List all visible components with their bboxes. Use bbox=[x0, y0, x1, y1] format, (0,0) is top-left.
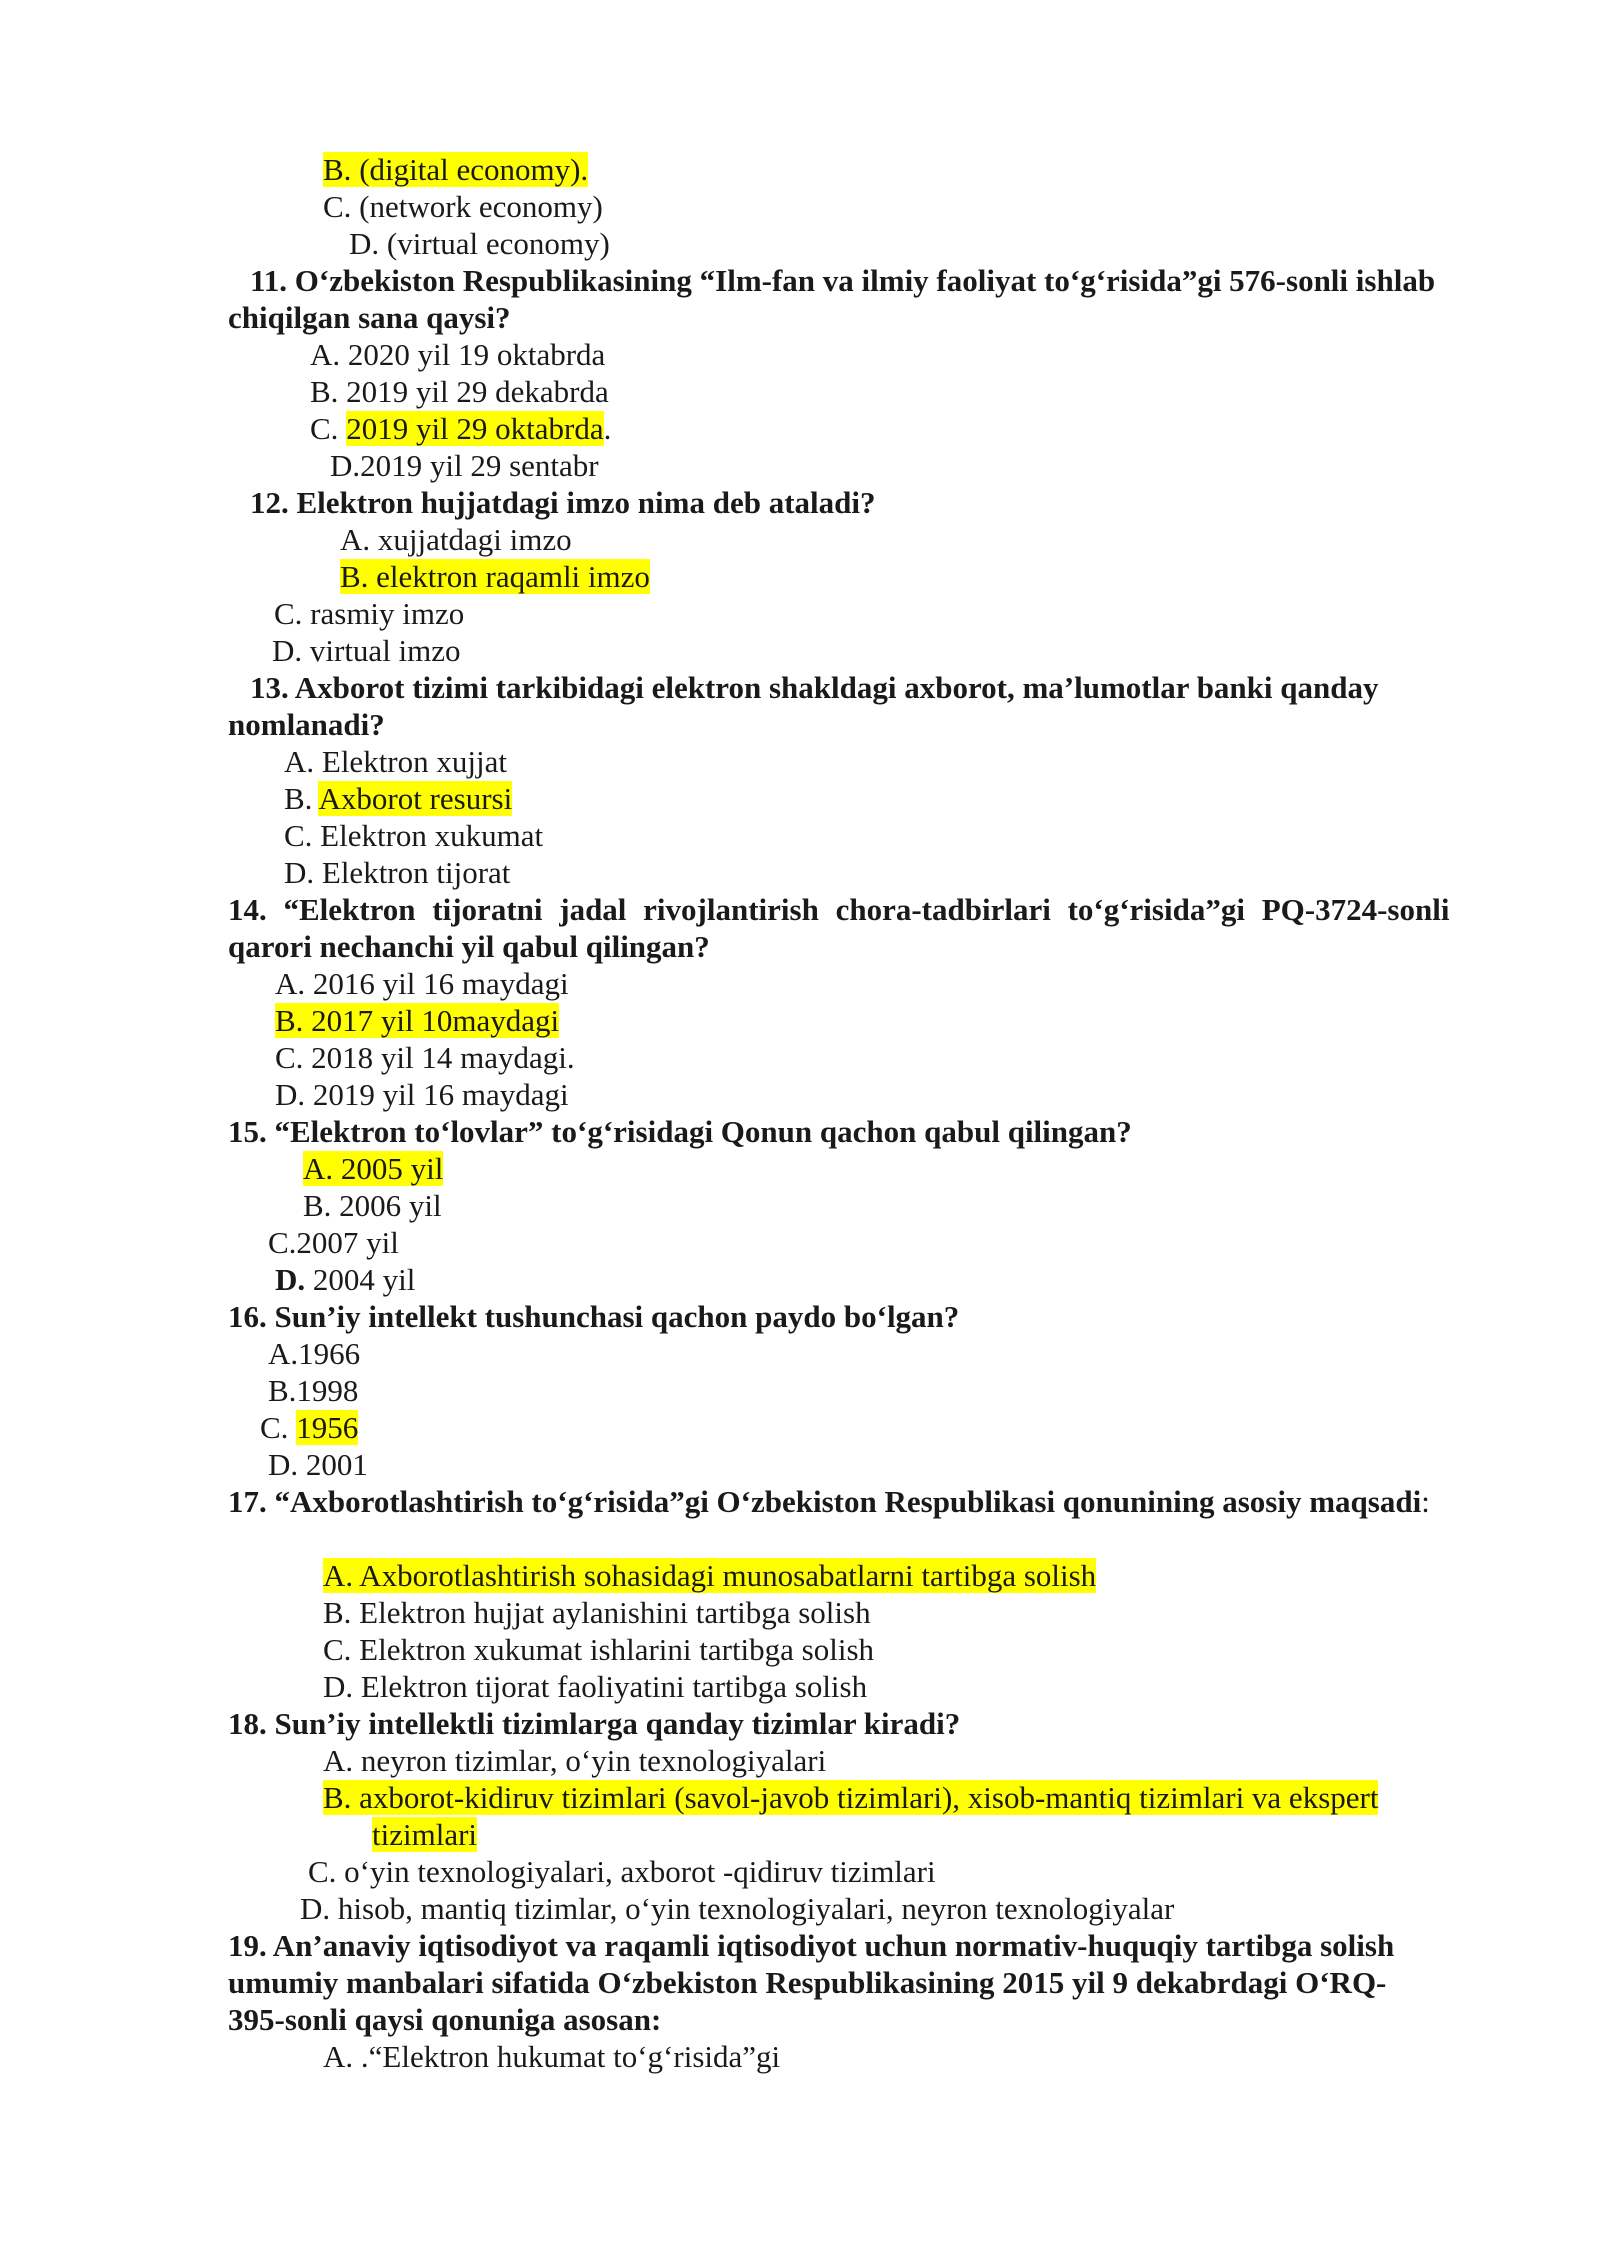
q15-option-a bbox=[303, 1150, 443, 1188]
q18-option-b-cont bbox=[372, 1816, 477, 1854]
q18-option-c: C. o‘yin texnologiyalari, axborot -qidiruv tizimlari bbox=[308, 1854, 936, 1889]
highlight: Axborot resursi bbox=[318, 781, 513, 816]
q14-option-b bbox=[275, 1002, 559, 1040]
question-12: 12. Elektron hujjatdagi imzo nima deb ataladi? bbox=[250, 485, 876, 520]
q15-option-b: B. 2006 yil bbox=[303, 1188, 442, 1223]
question-18: 18. Sun’iy intellektli tizimlarga qanday tizimlar kiradi? bbox=[228, 1706, 961, 1741]
q18-option-a: A. neyron tizimlar, o‘yin texnologiyalari bbox=[323, 1743, 827, 1778]
q15-option-c: C.2007 yil bbox=[268, 1225, 399, 1260]
q12-option-b bbox=[340, 558, 650, 596]
q14-option-c: C. 2018 yil 14 maydagi. bbox=[275, 1040, 575, 1075]
q16-option-b: B.1998 bbox=[268, 1373, 359, 1408]
q17-option-d: D. Elektron tijorat faoliyatini tartibga solish bbox=[323, 1669, 868, 1704]
q13-option-a: A. Elektron xujjat bbox=[284, 744, 507, 779]
q13-option-b: B. Axborot resursi bbox=[284, 781, 513, 816]
q16-option-a: A.1966 bbox=[268, 1336, 361, 1371]
question-19: 19. An’anaviy iqtisodiyot va raqamli iqtisodiyot uchun normativ-huquqiy tartibga solish bbox=[228, 1928, 1395, 1963]
highlight: B. axborot-kidiruv tizimlari (savol-javob tizimlari), xisob-mantiq tizimlari va ekspert bbox=[323, 1780, 1379, 1815]
question-16: 16. Sun’iy intellekt tushunchasi qachon paydo bo‘lgan? bbox=[228, 1299, 960, 1334]
q10-option-c: C. (network economy) bbox=[323, 189, 603, 224]
question-11: 11. O‘zbekiston Respublikasining “Ilm-fan va ilmiy faoliyat to‘g‘risida”gi 576-sonli ishlab bbox=[250, 263, 1436, 298]
q16-option-c: C. 1956 bbox=[260, 1410, 359, 1445]
question-15: 15. “Elektron to‘lovlar” to‘g‘risidagi Qonun qachon qabul qilingan? bbox=[228, 1114, 1132, 1149]
q15-option-d: D. 2004 yil bbox=[275, 1262, 416, 1297]
q17-option-c: C. Elektron xukumat ishlarini tartibga solish bbox=[323, 1632, 875, 1667]
highlight: A. Axborotlashtirish sohasidagi munosabatlarni tartibga solish bbox=[323, 1558, 1097, 1593]
q11-option-b: B. 2019 yil 29 dekabrda bbox=[310, 374, 609, 409]
highlight: 2019 yil 29 oktabrda bbox=[346, 411, 604, 446]
q17-option-a bbox=[323, 1557, 1096, 1595]
question-19-cont-1: umumiy manbalari sifatida O‘zbekiston Respublikasining 2015 yil 9 dekabrdagi O‘RQ- bbox=[228, 1965, 1387, 2000]
highlight: tizimlari bbox=[372, 1817, 478, 1852]
highlight: B. elektron raqamli imzo bbox=[340, 559, 650, 594]
q18-option-b bbox=[323, 1779, 1378, 1817]
question-19-cont-2: 395-sonli qaysi qonuniga asosan: bbox=[228, 2002, 662, 2037]
highlight: 1956 bbox=[296, 1410, 359, 1445]
q11-option-c: C. 2019 yil 29 oktabrda. bbox=[310, 411, 612, 446]
q17-option-b: B. Elektron hujjat aylanishini tartibga solish bbox=[323, 1595, 871, 1630]
q13-option-c: C. Elektron xukumat bbox=[284, 818, 544, 853]
highlight: B. (digital economy). bbox=[323, 152, 589, 187]
question-14-cont: qarori nechanchi yil qabul qilingan? bbox=[228, 929, 710, 964]
q18-option-d: D. hisob, mantiq tizimlar, o‘yin texnologiyalari, neyron texnologiyalar bbox=[300, 1891, 1175, 1926]
q11-option-a: A. 2020 yil 19 oktabrda bbox=[310, 337, 606, 372]
q14-option-d: D. 2019 yil 16 maydagi bbox=[275, 1077, 569, 1112]
question-13-cont: nomlanadi? bbox=[228, 707, 385, 742]
q19-option-a: A. .“Elektron hukumat to‘g‘risida”gi bbox=[323, 2039, 781, 2074]
question-14: 14. “Elektron tijoratni jadal rivojlantirish chora-tadbirlari to‘g‘risida”gi PQ-3724-sonli bbox=[228, 892, 1450, 927]
question-13: 13. Axborot tizimi tarkibidagi elektron shakldagi axborot, ma’lumotlar banki qanday bbox=[250, 670, 1379, 705]
question-17: 17. “Axborotlashtirish to‘g‘risida”gi O‘zbekiston Respublikasi qonunining asosiy maqsadi: bbox=[228, 1484, 1430, 1519]
q10-option-d: D. (virtual economy) bbox=[349, 226, 610, 261]
q16-option-d: D. 2001 bbox=[268, 1447, 368, 1482]
q12-option-d: D. virtual imzo bbox=[272, 633, 461, 668]
highlight: B. 2017 yil 10maydagi bbox=[275, 1003, 560, 1038]
q12-option-c: C. rasmiy imzo bbox=[274, 596, 465, 631]
q14-option-a: A. 2016 yil 16 maydagi bbox=[275, 966, 569, 1001]
q11-option-d: D.2019 yil 29 sentabr bbox=[330, 448, 599, 483]
highlight: A. 2005 yil bbox=[303, 1151, 444, 1186]
q13-option-d: D. Elektron tijorat bbox=[284, 855, 511, 890]
question-11-cont: chiqilgan sana qaysi? bbox=[228, 300, 511, 335]
q10-option-b bbox=[323, 151, 588, 189]
q12-option-a: A. xujjatdagi imzo bbox=[340, 522, 572, 557]
